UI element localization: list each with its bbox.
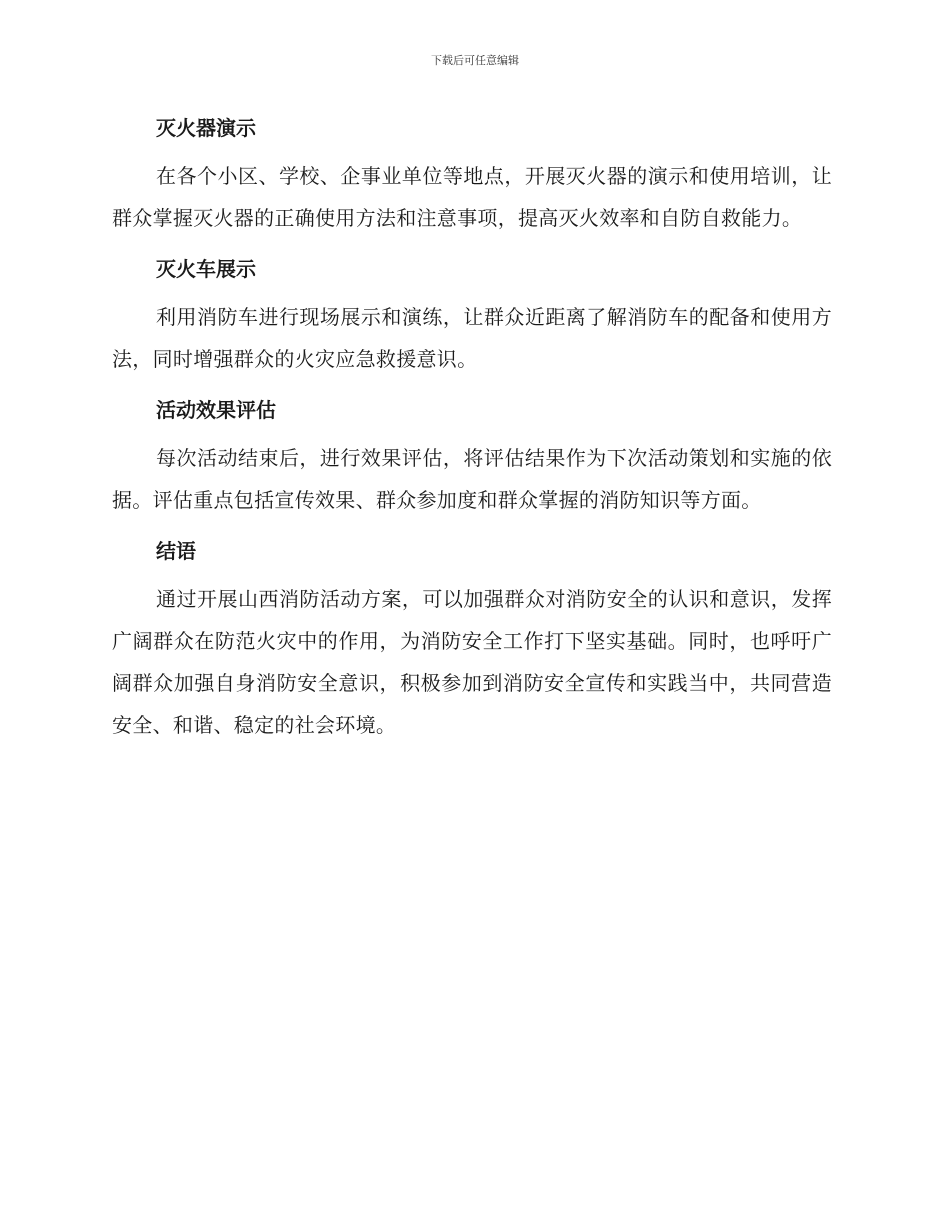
section-heading-effect-evaluation: 活动效果评估 bbox=[156, 398, 276, 422]
section-paragraph-conclusion: 通过开展山西消防活动方案，可以加强群众对消防安全的认识和意识，发挥广阔群众在防范火灾中的作用，为消防安全工作打下坚实基础。同时，也呼吁广阔群众加强自身消防安全意识，积极参加到消防安全宣传和实践当中，共同营造安全、和谐、稳定的社会环境。 bbox=[112, 587, 832, 737]
section-heading-extinguisher-demo: 灭火器演示 bbox=[156, 116, 256, 140]
section-paragraph-extinguisher-demo: 在各个小区、学校、企事业单位等地点，开展灭火器的演示和使用培训，让群众掌握灭火器的正确使用方法和注意事项，提高灭火效率和自防自救能力。 bbox=[112, 164, 832, 230]
section-heading-fire-truck-display: 灭火车展示 bbox=[156, 257, 256, 281]
section-heading-conclusion: 结语 bbox=[156, 539, 196, 563]
page-header-note: 下载后可任意编辑 bbox=[431, 54, 519, 67]
section-paragraph-effect-evaluation: 每次活动结束后，进行效果评估，将评估结果作为下次活动策划和实施的依据。评估重点包括宣传效果、群众参加度和群众掌握的消防知识等方面。 bbox=[112, 446, 832, 512]
document-body bbox=[112, 110, 832, 746]
section-paragraph-fire-truck-display: 利用消防车进行现场展示和演练，让群众近距离了解消防车的配备和使用方法，同时增强群众的火灾应急救援意识。 bbox=[112, 305, 832, 371]
